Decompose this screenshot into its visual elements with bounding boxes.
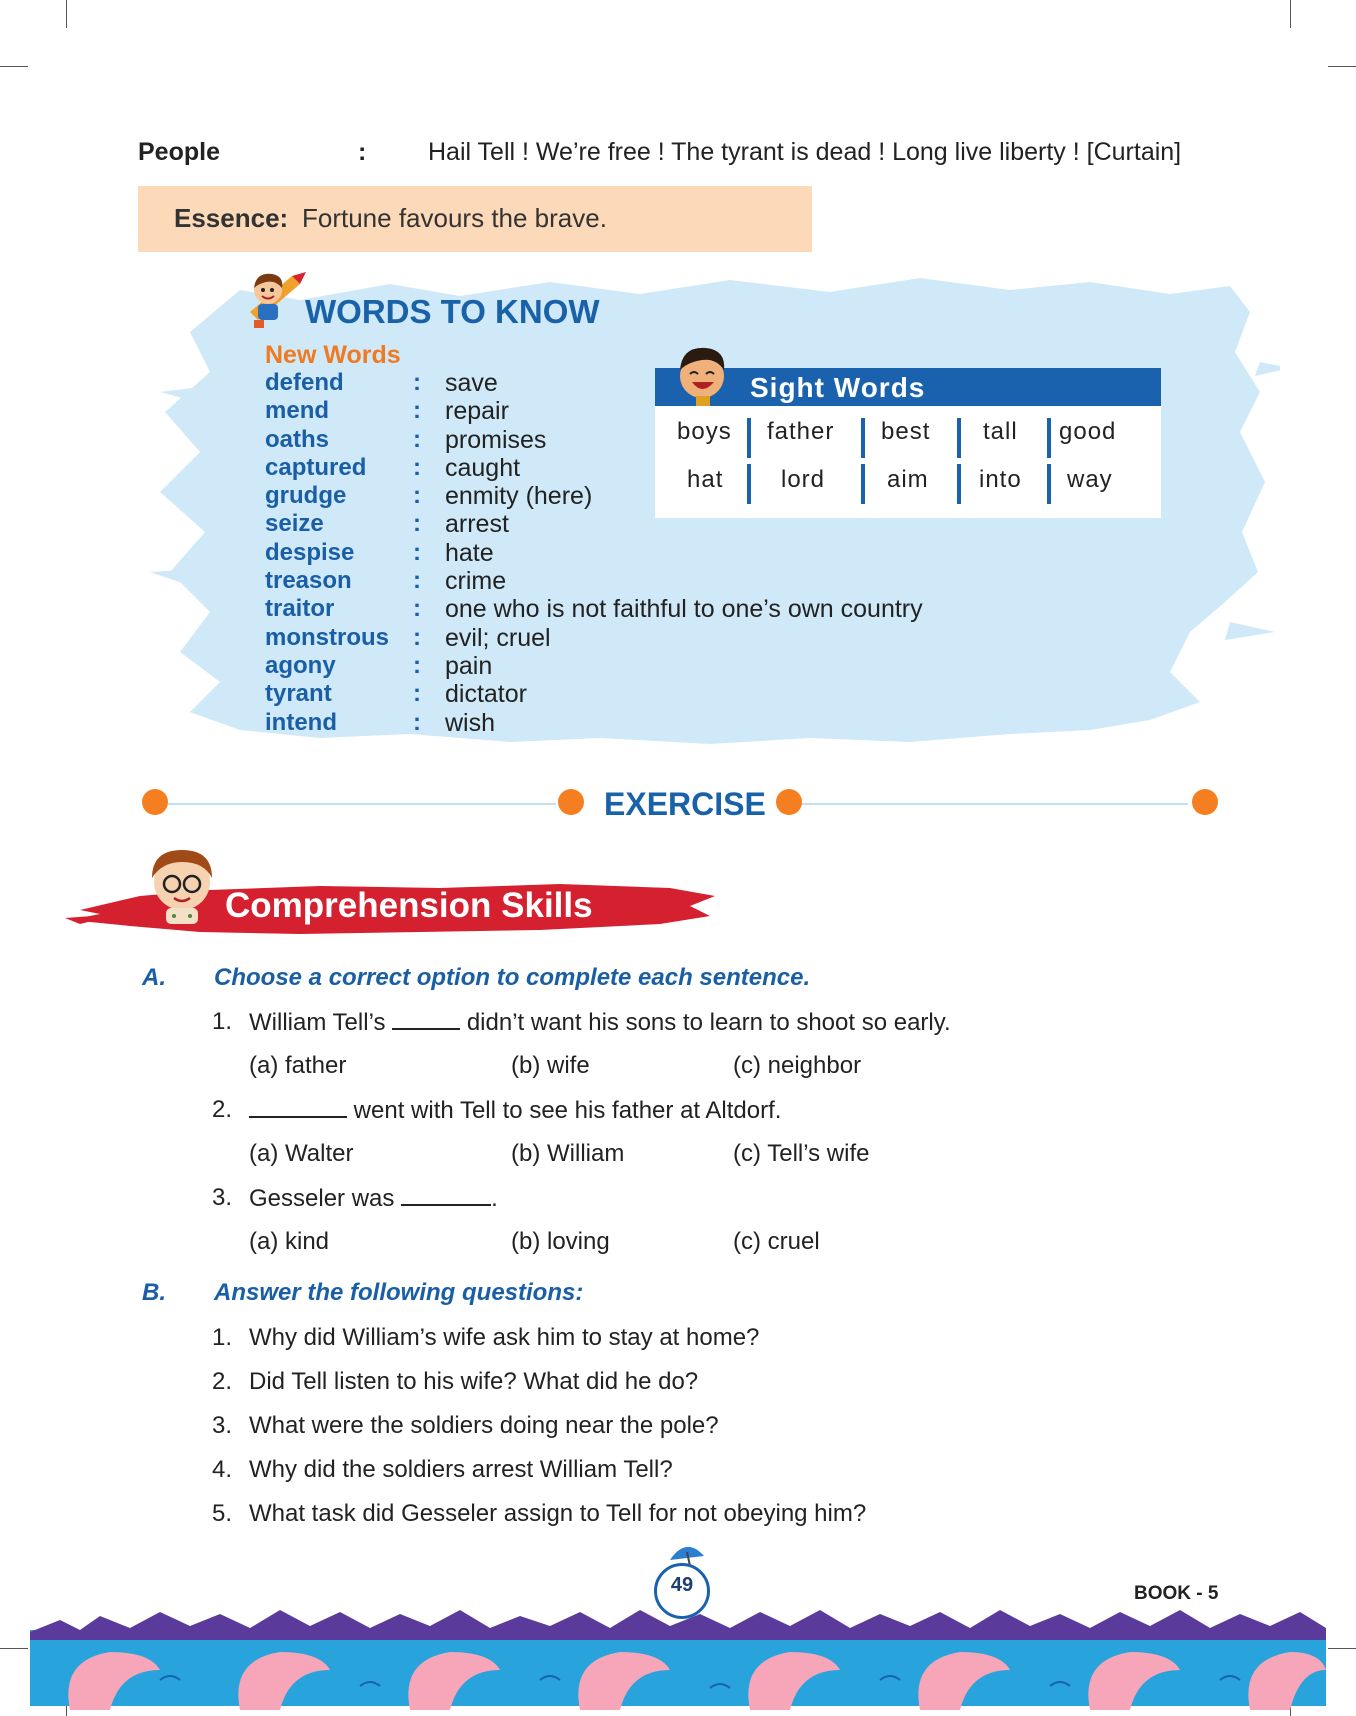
word-meaning: promises (445, 425, 547, 454)
sight-word: into (979, 466, 1022, 493)
words-to-know-title: WORDS TO KNOW (305, 293, 600, 330)
sight-word: aim (887, 466, 929, 493)
word-colon: : (413, 538, 421, 566)
question-number: 1. (212, 1008, 233, 1035)
option-a: (a) father (249, 1052, 347, 1079)
question-text-after: . (491, 1185, 498, 1212)
question-text-before: William Tell’s (249, 1009, 386, 1036)
orange-dot-icon (1192, 789, 1218, 815)
answer-blank (392, 1008, 460, 1030)
section-b-instruction: Answer the following questions: (214, 1279, 584, 1306)
word-meaning: dictator (445, 680, 527, 709)
option-b: (b) loving (511, 1228, 610, 1255)
word-meaning: save (445, 369, 498, 397)
question-text-after: didn’t want his sons to learn to shoot so early. (466, 1009, 951, 1036)
word-term: grudge (265, 482, 347, 510)
word-colon: : (413, 567, 421, 595)
question-text: What task did Gesseler assign to Tell for not obeying him? (249, 1500, 867, 1527)
new-words-heading: New Words (265, 341, 401, 369)
word-colon: : (413, 595, 421, 623)
word-term: tyrant (265, 680, 332, 708)
sight-words-title: Sight Words (750, 372, 926, 403)
word-meaning: enmity (here) (445, 482, 593, 511)
word-meaning: crime (445, 567, 507, 596)
question-text-after: went with Tell to see his father at Altdorf. (353, 1097, 782, 1124)
word-term: monstrous (265, 623, 390, 651)
section-a-letter: A. (142, 964, 166, 991)
word-meaning: pain (445, 651, 493, 680)
sight-word-divider (861, 418, 865, 458)
question-number: 1. (212, 1324, 233, 1351)
question-text (249, 1096, 781, 1125)
word-meaning: caught (445, 453, 521, 482)
boy-pencil-mascot-icon (242, 268, 312, 330)
sight-word: good (1059, 418, 1117, 445)
section-a-instruction: Choose a correct option to complete each sentence. (214, 964, 811, 991)
comprehension-title: Comprehension Skills (225, 886, 593, 925)
word-colon: : (413, 482, 421, 510)
word-term: despise (265, 538, 355, 566)
word-meaning: wish (445, 708, 496, 737)
answer-blank (401, 1184, 491, 1206)
sight-word-divider (747, 464, 751, 504)
page-number: 49 (670, 1574, 694, 1596)
word-term: intend (265, 708, 337, 736)
option-c: (c) cruel (733, 1228, 820, 1255)
word-colon: : (413, 510, 421, 538)
option-c: (c) neighbor (733, 1052, 862, 1079)
question-text: What were the soldiers doing near the pole? (249, 1412, 719, 1439)
boy-laughing-mascot-icon (672, 340, 732, 406)
sight-word: lord (781, 466, 826, 493)
sight-word-divider (747, 418, 751, 458)
word-term: captured (265, 453, 367, 481)
speaker-name: People (138, 138, 220, 166)
option-b: (b) William (511, 1140, 625, 1167)
essence-label: Essence: (174, 203, 289, 233)
word-term: oaths (265, 425, 330, 453)
orange-dot-icon (142, 789, 168, 815)
word-colon: : (413, 680, 421, 708)
crop-mark (1290, 0, 1291, 28)
question-number: 4. (212, 1456, 233, 1483)
question-number: 3. (212, 1184, 233, 1211)
word-term: treason (265, 567, 352, 595)
question-text: Why did William’s wife ask him to stay at home? (249, 1324, 760, 1351)
word-colon: : (413, 397, 421, 425)
word-colon: : (413, 651, 421, 679)
sight-word-divider (1047, 418, 1051, 458)
word-term: mend (265, 397, 330, 425)
word-colon: : (413, 425, 421, 453)
sight-word: tall (983, 418, 1018, 445)
girl-glasses-mascot-icon (140, 842, 224, 926)
exercise-title: EXERCISE (604, 786, 766, 822)
crop-mark (1328, 66, 1356, 67)
question-number: 5. (212, 1500, 233, 1527)
section-b-letter: B. (142, 1279, 166, 1306)
word-meaning: repair (445, 397, 509, 426)
exercise-divider-line (168, 803, 556, 805)
sight-word-divider (957, 464, 961, 504)
word-colon: : (413, 623, 421, 651)
word-meaning: hate (445, 538, 494, 567)
question-text: Why did the soldiers arrest William Tell? (249, 1456, 673, 1483)
option-b: (b) wife (511, 1052, 590, 1079)
orange-dot-icon (776, 789, 802, 815)
question-text: Did Tell listen to his wife? What did he do? (249, 1368, 699, 1395)
sight-word-divider (1047, 464, 1051, 504)
essence-text: Fortune favours the brave. (302, 203, 607, 233)
sight-word: father (767, 418, 835, 445)
option-a: (a) kind (249, 1228, 330, 1255)
word-term: seize (265, 510, 324, 538)
sight-word: hat (687, 466, 724, 493)
word-term: traitor (265, 595, 335, 623)
sight-word-divider (861, 464, 865, 504)
crop-mark (66, 0, 67, 28)
word-colon: : (413, 708, 421, 736)
answer-blank (249, 1096, 347, 1118)
word-colon: : (413, 453, 421, 481)
orange-dot-icon (558, 789, 584, 815)
word-term: agony (265, 651, 336, 679)
word-colon: : (413, 369, 421, 396)
question-number: 3. (212, 1412, 233, 1439)
dialogue-line: Hail Tell ! We’re free ! The tyrant is dead ! Long live liberty ! [Curtain] (428, 138, 1182, 166)
essence-box (138, 186, 812, 252)
sight-word: boys (677, 418, 732, 445)
question-text (249, 1008, 951, 1037)
option-a: (a) Walter (249, 1140, 354, 1167)
question-number: 2. (212, 1096, 233, 1123)
word-meaning: one who is not faithful to one’s own country (445, 595, 923, 624)
crop-mark (0, 66, 28, 67)
word-term: defend (265, 369, 344, 396)
option-c: (c) Tell’s wife (733, 1140, 870, 1167)
question-text (249, 1184, 498, 1213)
umbrella-icon (666, 1542, 708, 1566)
word-meaning: evil; cruel (445, 623, 551, 652)
sight-word: way (1067, 466, 1113, 493)
question-text-before: Gesseler was (249, 1185, 395, 1212)
exercise-divider-line (800, 803, 1188, 805)
speaker-colon: : (358, 138, 367, 166)
word-meaning: arrest (445, 510, 509, 539)
book-label: BOOK - 5 (1134, 1583, 1219, 1604)
question-number: 2. (212, 1368, 233, 1395)
sight-word-divider (957, 418, 961, 458)
sight-word: best (881, 418, 931, 445)
